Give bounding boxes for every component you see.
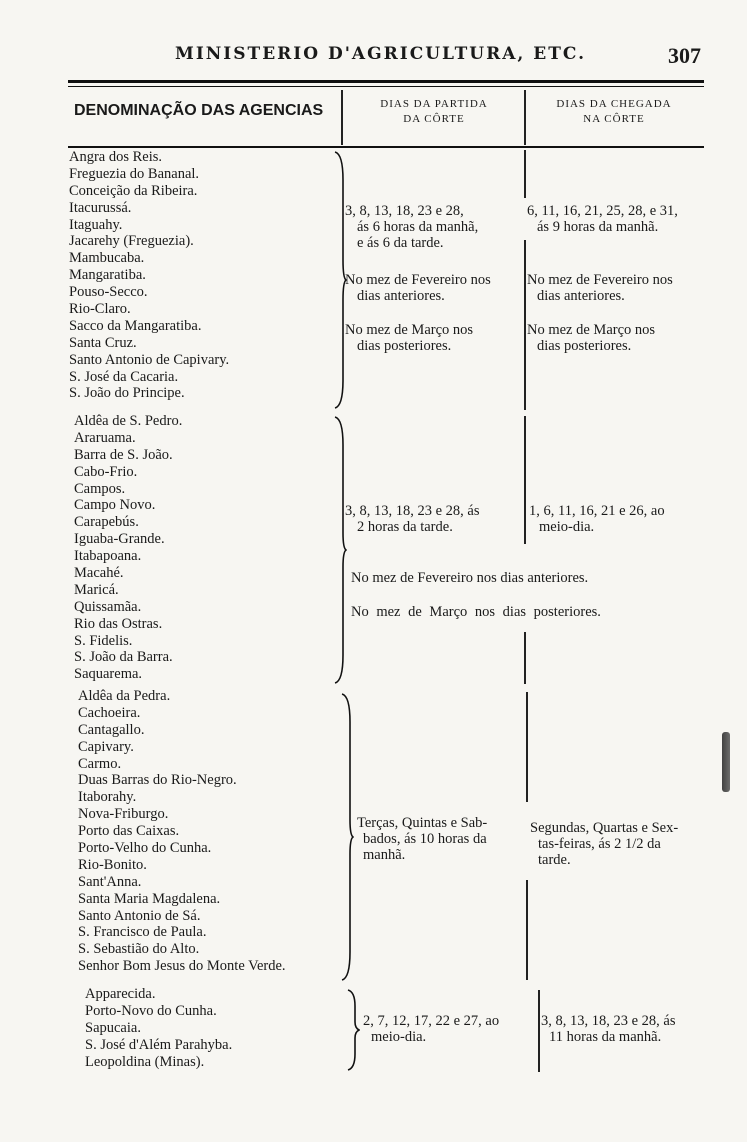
agency-name: Quissamãa. [74,598,142,615]
agency-name: Porto das Caixas. [78,823,180,840]
group-4-partida [363,1013,539,1045]
group-3-divider-bottom [526,880,528,980]
agency-name: Capivary. [78,738,134,755]
group-4-chegada [541,1013,713,1045]
agency-name: Itaguahy. [69,216,123,233]
column-header-chegada [528,97,700,127]
top-rule-thick [68,80,704,83]
agency-name: Santo Antonio de Capivary. [69,351,230,368]
agency-name: Rio das Ostras. [74,615,163,632]
schedule-line: dias posteriores. [537,338,632,354]
agency-group-2 [74,413,182,683]
margin-ink-mark [722,732,730,792]
agency-name: Iguaba-Grande. [74,531,165,548]
group-2-partida [345,503,525,535]
schedule-line: No mez de Março nos [527,322,656,338]
group-2-brace [333,415,347,685]
agency-name: Macahé. [74,565,124,582]
agency-name: Barra de S. João. [74,446,173,463]
schedule-line: manhã. [363,847,406,863]
group-3-brace [340,692,354,982]
schedule-line: meio-dia. [539,519,595,535]
agency-name: Rio-Bonito. [78,856,147,873]
agency-name: Duas Barras do Rio-Negro. [78,772,237,789]
agency-name: Santo Antonio de Sá. [78,907,201,924]
schedule-line: No mez de Março nos [345,322,474,338]
agency-name: Mambucaba. [69,250,145,267]
header-divider-2 [524,90,526,145]
group-1-partida-fevereiro [345,272,525,304]
agency-name: S. João do Principe. [69,385,185,402]
running-title: MINISTERIO D'AGRICULTURA, ETC. [175,44,586,64]
agency-name: S. Sebastião do Alto. [78,941,200,958]
schedule-line: No mez de Fevereiro nos [527,272,673,288]
agency-name: Carapebús. [74,514,139,531]
agency-name: S. Fidelis. [74,632,133,649]
schedule-line: Terças, Quintas e Sab- [357,815,488,831]
column-header-chegada-line1: DIAS DA CHEGADA [556,98,672,110]
schedule-line: bados, ás 10 horas da [363,831,487,847]
agency-name: Jacarehy (Freguezia). [69,233,194,250]
agency-name: Carmo. [78,755,122,772]
schedule-line: 1, 6, 11, 16, 21 e 26, ao [529,503,665,519]
group-1-divider-top [524,150,526,198]
agency-name: Aldêa da Pedra. [78,688,171,704]
schedule-line: 11 horas da manhã. [549,1029,662,1045]
top-rule-thin [68,86,704,87]
schedule-line: No mez de Fevereiro nos [345,272,491,288]
schedule-line: 2, 7, 12, 17, 22 e 27, ao [363,1013,500,1029]
agency-name: S. José da Cacaria. [69,368,179,385]
agency-name: Cantagallo. [78,721,145,738]
group-2-note-marco: No mez de Março nos dias posteriores. [351,604,601,620]
header-bottom-rule [68,146,704,148]
agency-name: Mangaratiba. [69,267,146,284]
schedule-line: ás 9 horas da manhã. [537,219,659,235]
agency-name: Saquarema. [74,666,143,683]
group-1-partida-marco [345,322,525,354]
group-1-chegada-marco [527,322,703,354]
group-2-divider-bottom [524,632,526,684]
schedule-line: 3, 8, 13, 18, 23 e 28, ás [345,503,480,519]
column-header-agencias: DENOMINAÇÃO DAS AGENCIAS [74,102,324,119]
schedule-line: tas-feiras, ás 2 1/2 da [538,836,661,852]
agency-name: Leopoldina (Minas). [85,1053,205,1070]
group-1-partida [345,203,523,251]
group-4-brace [346,988,360,1072]
agency-name: Apparecida. [85,986,156,1002]
group-1-chegada [527,203,703,235]
agency-name: S. José d'Além Parahyba. [85,1036,233,1053]
schedule-line: Segundas, Quartas e Sex- [530,820,679,836]
agency-name: Pouso-Secco. [69,284,148,301]
agency-group-4 [85,986,232,1070]
agency-name: Campos. [74,480,126,497]
agency-name: Cabo-Frio. [74,463,138,480]
column-header-chegada-line2: NA CÔRTE [583,113,645,125]
page-number: 307 [668,43,701,68]
agency-name: Itabapoana. [74,548,142,565]
schedule-line: dias anteriores. [357,288,445,304]
agency-name: S. João da Barra. [74,649,173,666]
column-header-partida-line1: DIAS DA PARTIDA [380,98,488,110]
agency-name: Santa Maria Magdalena. [78,890,221,907]
agency-name: Porto-Velho do Cunha. [78,840,212,857]
agency-name: Sant'Anna. [78,873,142,890]
agency-name: Itaborahy. [78,789,137,806]
agency-name: Freguezia do Bananal. [69,165,200,182]
agency-name: Aldêa de S. Pedro. [74,413,183,429]
agency-name: Itacurussá. [69,199,132,216]
schedule-line: meio-dia. [371,1029,427,1045]
agency-name: Maricá. [74,581,119,598]
group-3-chegada [530,820,706,868]
group-1-chegada-fevereiro [527,272,703,304]
agency-name: S. Francisco de Paula. [78,924,207,941]
schedule-line: 3, 8, 13, 18, 23 e 28, [345,203,464,219]
agency-name: Nova-Friburgo. [78,806,169,823]
agency-name: Rio-Claro. [69,301,131,318]
agency-group-1 [69,149,229,402]
agency-name: Sacco da Mangaratiba. [69,317,202,334]
agency-name: Porto-Novo do Cunha. [85,1002,217,1019]
schedule-line: 3, 8, 13, 18, 23 e 28, ás [541,1013,676,1029]
column-header-partida-line2: DA CÔRTE [403,113,465,125]
agency-name: Sapucaia. [85,1019,141,1036]
schedule-line: ás 6 horas da manhã, [357,219,479,235]
header-divider-1 [341,90,343,145]
agency-name: Araruama. [74,429,136,446]
group-3-partida [357,815,527,863]
schedule-line: tarde. [538,852,571,868]
group-2-note-fevereiro: No mez de Fevereiro nos dias anteriores. [351,570,589,586]
schedule-line: 6, 11, 16, 21, 25, 28, e 31, [527,203,678,219]
agency-name: Angra dos Reis. [69,149,163,165]
agency-group-3 [78,688,286,975]
agency-name: Cachoeira. [78,704,141,721]
schedule-line: dias anteriores. [537,288,625,304]
agency-name: Santa Cruz. [69,334,137,351]
group-3-divider-top [526,692,528,802]
schedule-line: e ás 6 da tarde. [357,235,444,251]
column-header-partida [345,97,523,127]
agency-name: Campo Novo. [74,497,156,514]
agency-name: Conceição da Ribeira. [69,182,198,199]
agency-name: Senhor Bom Jesus do Monte Verde. [78,958,286,975]
group-2-chegada [529,503,703,535]
schedule-line: 2 horas da tarde. [357,519,453,535]
schedule-line: dias posteriores. [357,338,452,354]
